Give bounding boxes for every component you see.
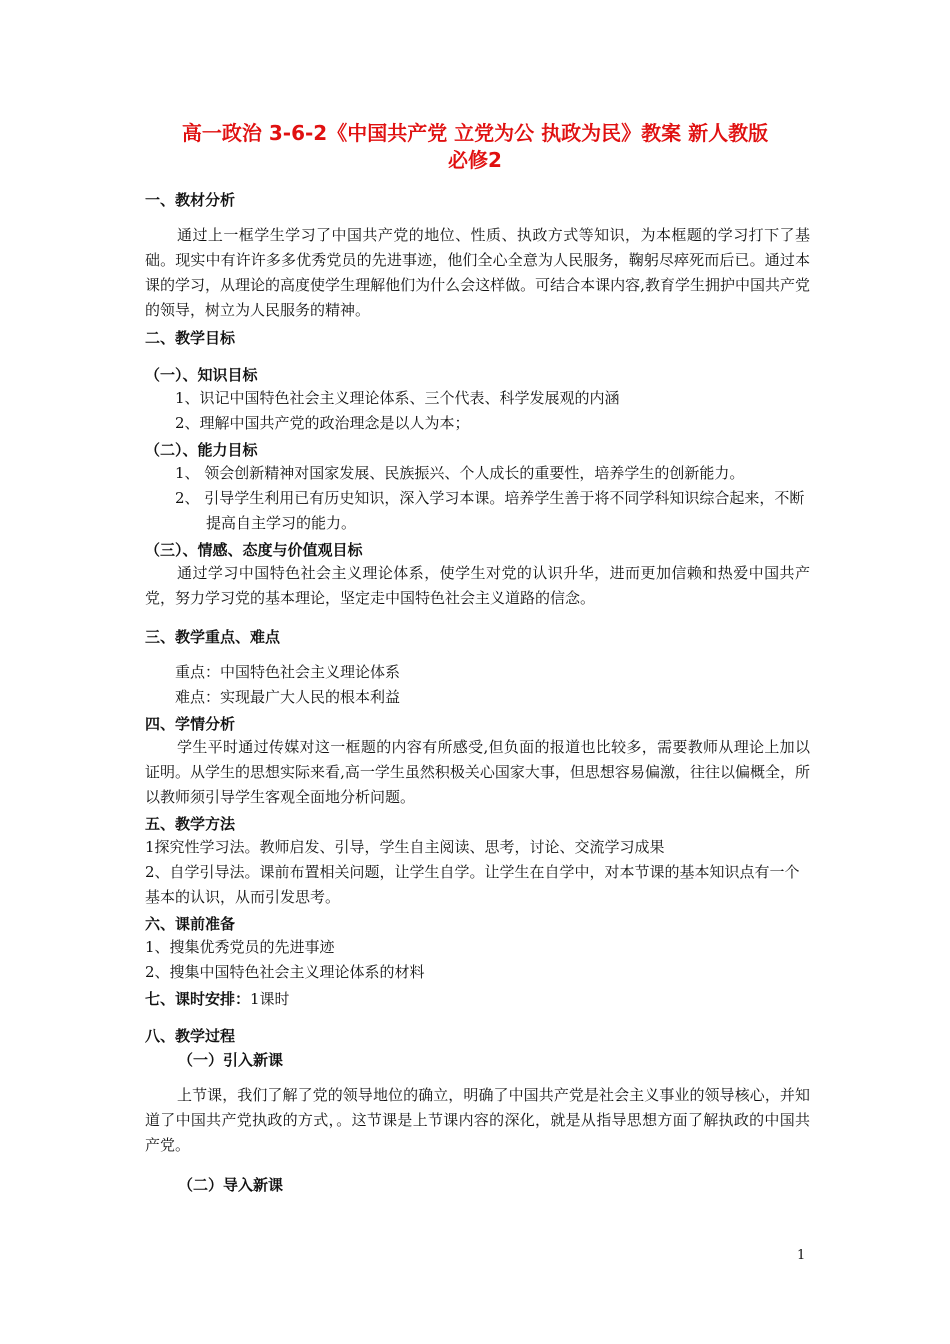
method-item-1: 1探究性学习法。教师启发、引导，学生自主阅读、思考，讨论、交流学习成果 bbox=[145, 838, 665, 856]
section-heading-5: 五、教学方法 bbox=[145, 815, 236, 833]
knowledge-goal-item-1: 1、识记中国特色社会主义理论体系、三个代表、科学发展观的内涵 bbox=[175, 389, 620, 407]
class-hours-label: 七、课时安排： bbox=[145, 990, 251, 1008]
difficult-point: 难点：实现最广大人民的根本利益 bbox=[175, 688, 401, 706]
emotion-goal-paragraph: 通过学习中国特色社会主义理论体系，使学生对党的认识升华，进而更加信赖和热爱中国共产党，努力学习党的基本理论，坚定走中国特色社会主义道路的信念。 bbox=[145, 564, 810, 607]
section-heading-3: 三、教学重点、难点 bbox=[145, 628, 281, 646]
method-item-2: 2、自学引导法。课前布置相关问题，让学生自学。让学生在自学中，对本节课的基本知识点有一个基本的认识，从而引发思考。 bbox=[145, 863, 800, 906]
section-1-paragraph: 通过上一框学生学习了中国共产党的地位、性质、执政方式等知识，为本框题的学习打下了基础。现实中有许许多多优秀党员的先进事迹，他们全心全意为人民服务，鞠躬尽瘁死而后已。通过本课的学习，从理论的高度使学生理解他们为什么会这样做。可结合本课内容,教育学生拥护中国共产党的领导，树立为人民服务的精神。 bbox=[145, 226, 810, 319]
knowledge-goal-item-2: 2、理解中国共产党的政治理念是以人为本； bbox=[175, 414, 470, 432]
title-line-1: 高一政治 3-6-2《中国共产党 立党为公 执政为民》教案 新人教版 bbox=[181, 121, 769, 145]
section-heading-7 bbox=[145, 988, 290, 1009]
section-heading-2: 二、教学目标 bbox=[145, 329, 236, 347]
lead-in-heading: （二）导入新课 bbox=[178, 1176, 284, 1194]
document-title bbox=[120, 120, 830, 174]
emotion-goal-heading: （三）、情感、态度与价值观目标 bbox=[145, 541, 363, 559]
preparation-item-1: 1、搜集优秀党员的先进事迹 bbox=[145, 938, 335, 956]
ability-goal-heading: （二）、能力目标 bbox=[145, 441, 258, 459]
section-heading-1: 一、教材分析 bbox=[145, 191, 236, 209]
section-heading-6: 六、课前准备 bbox=[145, 915, 236, 933]
section-heading-8: 八、教学过程 bbox=[145, 1027, 236, 1045]
introduce-lesson-heading: （一）引入新课 bbox=[178, 1051, 284, 1069]
ability-goal-item-2: 2、 引导学生利用已有历史知识，深入学习本课。培养学生善于将不同学科知识综合起来，不断提高自主学习的能力。 bbox=[175, 489, 805, 532]
knowledge-goal-heading: （一）、知识目标 bbox=[145, 366, 258, 384]
page-number: 1 bbox=[797, 1248, 806, 1263]
introduce-lesson-paragraph: 上节课，我们了解了党的领导地位的确立，明确了中国共产党是社会主义事业的领导核心，并知道了中国共产党执政的方式，。这节课是上节课内容的深化，就是从指导思想方面了解执政的中国共产党。 bbox=[145, 1086, 810, 1154]
section-heading-4: 四、学情分析 bbox=[145, 715, 236, 733]
key-point: 重点：中国特色社会主义理论体系 bbox=[175, 663, 401, 681]
preparation-item-2: 2、搜集中国特色社会主义理论体系的材料 bbox=[145, 963, 425, 981]
section-4-paragraph: 学生平时通过传媒对这一框题的内容有所感受,但负面的报道也比较多，需要教师从理论上加以证明。从学生的思想实际来看,高一学生虽然积极关心国家大事，但思想容易偏激，往往以偏概全，所以教师须引导学生客观全面地分析问题。 bbox=[145, 738, 810, 806]
title-line-2: 必修2 bbox=[448, 148, 502, 172]
ability-goal-item-1: 1、 领会创新精神对国家发展、民族振兴、个人成长的重要性，培养学生的创新能力。 bbox=[175, 464, 745, 482]
class-hours-value: 1课时 bbox=[250, 990, 290, 1008]
